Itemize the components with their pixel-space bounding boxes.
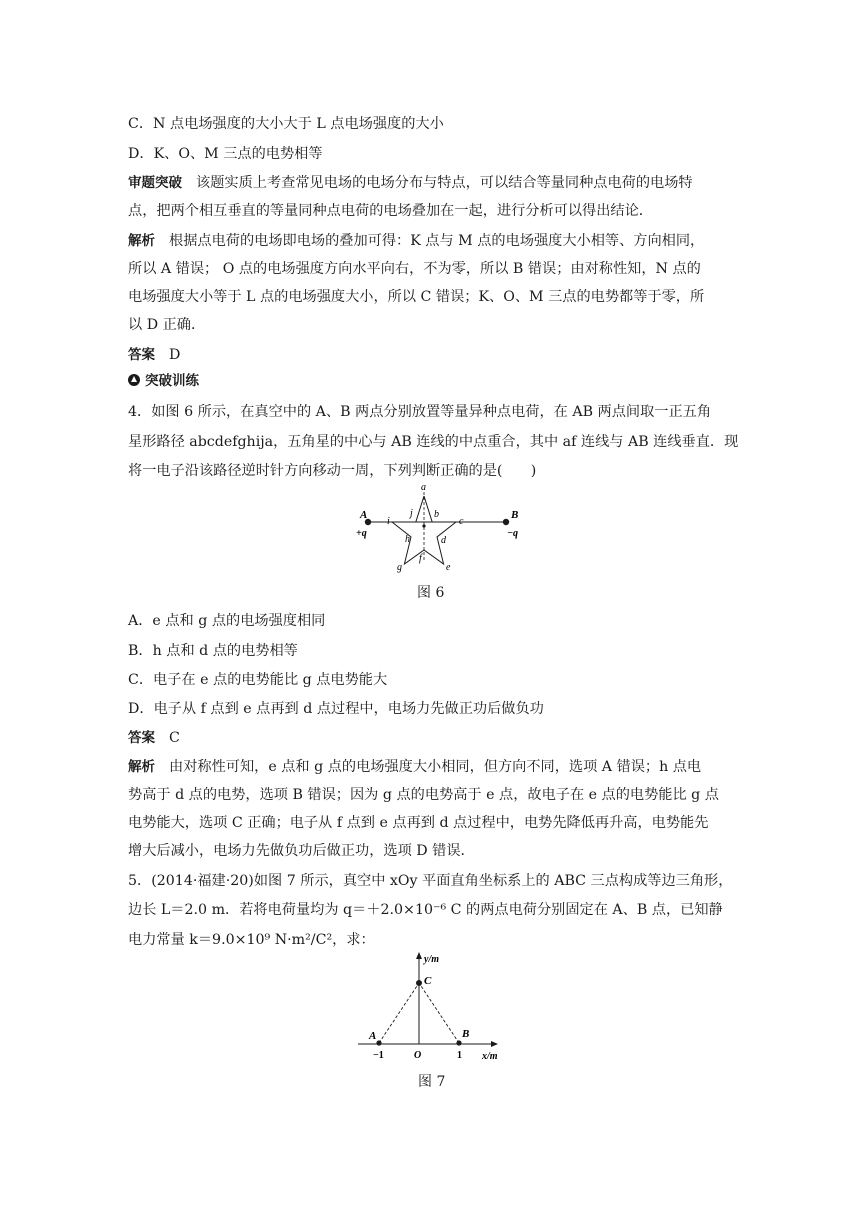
q4-option-b: B．h 点和 d 点的电势相等	[128, 643, 298, 659]
label-g: g	[397, 562, 402, 573]
q4-option-c: C．电子在 e 点的电势能比 g 点电势能大	[128, 672, 388, 688]
q4-answer-value: C	[169, 730, 180, 746]
section-header	[128, 371, 199, 391]
q4-analysis-line-4: 增大后减小，电场力先做负功后做正功，选项 D 错误．	[128, 843, 475, 859]
q4-option-a: A．e 点和 g 点的电场强度相同	[128, 613, 326, 629]
analysis-label: 解析	[128, 233, 155, 249]
q4-analysis-line-2: 势高于 d 点的电势，选项 B 错误；因为 g 点的电势高于 e 点，故电子在 e 点的电势能比 g 点	[128, 787, 719, 803]
label-h: h	[405, 534, 410, 545]
triangle-circle-icon	[128, 374, 140, 386]
insight-line-2: 点，把两个相互垂直的等量同种点电荷的电场叠加在一起，进行分析可以得出结论．	[128, 203, 653, 219]
q4-analysis-line-1	[128, 757, 701, 777]
label-i: i	[387, 516, 390, 527]
answer-value: D	[169, 347, 181, 363]
label-d: d	[441, 535, 446, 546]
insight-line-1	[128, 173, 693, 193]
label-B: B	[462, 1028, 470, 1040]
q4-analysis-label: 解析	[128, 759, 155, 775]
charge-b-dot	[503, 519, 509, 525]
q5-line-2: 边长 L＝2.0 m．若将电荷量均为 q＝＋2.0×10⁻⁶ C 的两点电荷分别固定在 A、B 点，已知静	[128, 902, 723, 918]
analysis-text-1: 根据点电荷的电场即电场的叠加可得：K 点与 M 点的电场强度大小相等、方向相同，	[169, 233, 705, 249]
label-f: f	[419, 553, 422, 564]
tick-neg-1: −1	[373, 1050, 384, 1061]
figure-7-caption: 图 7	[418, 1074, 446, 1090]
figure-6-caption: 图 6	[417, 585, 445, 601]
label-e: e	[446, 562, 451, 573]
figure-7	[352, 948, 512, 1066]
q4-answer-label: 答案	[128, 730, 155, 746]
tick-pos-1: 1	[457, 1050, 462, 1061]
prev-option-d: D．K、O、M 三点的电势相等	[128, 146, 323, 162]
analysis-line-4: 以 D 正确．	[128, 317, 206, 333]
y-axis-label: y/m	[424, 954, 439, 965]
label-b: b	[434, 509, 439, 520]
q5-line-3: 电力常量 k＝9.0×10⁹ N·m²/C²，求：	[128, 932, 375, 948]
analysis-line-2: 所以 A 错误； O 点的电场强度方向水平向右，不为零，所以 B 错误；由对称性知，N 点的	[128, 261, 701, 277]
prev-option-c: C．N 点电场强度的大小大于 L 点电场强度的大小	[128, 116, 444, 132]
q4-line-1: 4．如图 6 所示，在真空中的 A、B 两点分别放置等量异种点电荷，在 AB 两点间取一正五角	[128, 404, 712, 420]
q4-line-2: 星形路径 abcdefghija，五角星的中心与 AB 连线的中点重合，其中 af 连线与 AB 连线垂直．现	[128, 434, 739, 450]
side-bc	[419, 983, 459, 1043]
x-axis-label: x/m	[482, 1051, 498, 1062]
answer-label: 答案	[128, 347, 155, 363]
point-a-dot	[376, 1040, 381, 1045]
label-plus-q: +q	[356, 528, 367, 539]
label-B: B	[511, 509, 519, 521]
point-c-dot	[416, 980, 422, 986]
center-dot	[422, 524, 425, 527]
label-A: A	[369, 1030, 377, 1042]
q5-line-1: 5．(2014·福建·20)如图 7 所示，真空中 xOy 平面直角坐标系上的 ABC 三点构成等边三角形，	[128, 873, 733, 889]
side-ac	[379, 983, 419, 1043]
origin-label: O	[414, 1050, 422, 1061]
q4-answer	[128, 728, 180, 748]
q4-analysis-line-3: 电势能大，选项 C 正确；电子从 f 点到 e 点再到 d 点过程中，电势先降低再升高，电势能先	[128, 815, 709, 831]
label-j: j	[410, 508, 413, 519]
label-A: A	[360, 509, 368, 521]
insight-label: 审题突破	[128, 175, 182, 191]
x-axis-arrow	[491, 1041, 498, 1047]
figure-6	[350, 478, 520, 578]
q4-option-d: D．电子从 f 点到 e 点再到 d 点过程中，电场力先做正功后做负功	[128, 701, 544, 717]
insight-text-1: 该题实质上考查常见电场的电场分布与特点，可以结合等量同种点电荷的电场特	[196, 175, 693, 191]
label-c: c	[459, 516, 464, 527]
point-b-dot	[456, 1040, 461, 1045]
y-axis-arrow	[416, 952, 422, 959]
analysis-line-1	[128, 231, 704, 251]
q4-line-3: 将一电子沿该路径逆时针方向移动一周，下列判断正确的是( )	[128, 463, 537, 479]
section-title: 突破训练	[145, 373, 199, 389]
q4-analysis-text-1: 由对称性可知，e 点和 g 点的电场强度大小相同，但方向不同，选项 A 错误；h 点电	[169, 759, 702, 775]
analysis-line-3: 电场强度大小等于 L 点的电场强度大小，所以 C 错误；K、O、M 三点的电势都等于零，所	[128, 289, 705, 305]
label-a: a	[421, 482, 426, 493]
label-C: C	[424, 975, 432, 987]
prev-answer	[128, 345, 180, 365]
label-minus-q: −q	[507, 528, 519, 539]
